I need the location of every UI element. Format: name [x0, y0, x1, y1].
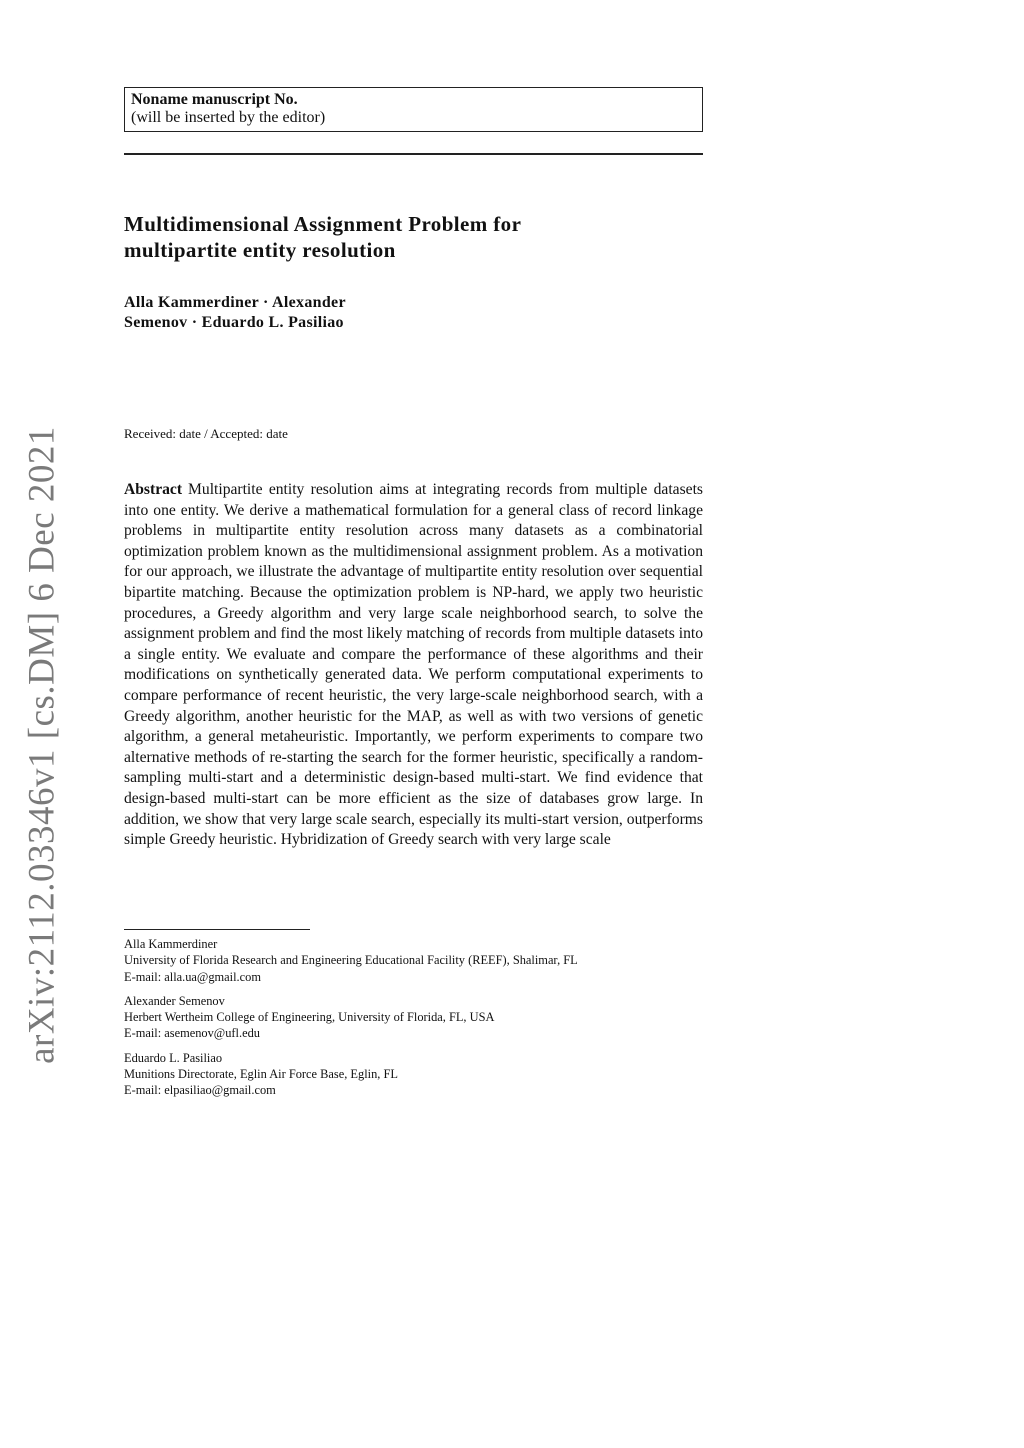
manuscript-editor-note: (will be inserted by the editor) [131, 109, 326, 126]
title-line-1: Multidimensional Assignment Problem for [124, 212, 522, 236]
affiliation-institution: University of Florida Research and Engineering Educational Facility (REEF), Shalimar, FL [124, 953, 578, 968]
affiliation-block [124, 1050, 724, 1099]
affiliation-author-name: Alla Kammerdiner [124, 937, 218, 951]
affiliation-institution: Munitions Directorate, Eglin Air Force Base, Eglin, FL [124, 1067, 398, 1082]
title-line-2: multipartite entity resolution [124, 238, 396, 262]
paper-title [124, 211, 703, 263]
received-accepted-dates: Received: date / Accepted: date [124, 426, 288, 441]
manuscript-number-box [124, 87, 703, 132]
author-list [124, 293, 703, 333]
affiliation-block [124, 936, 724, 985]
authors-line-1: Alla Kammerdiner · Alexander [124, 294, 346, 311]
manuscript-label: Noname manuscript No. [131, 91, 298, 108]
affiliation-email: E-mail: alla.ua@gmail.com [124, 969, 261, 984]
author-affiliations [124, 936, 724, 1107]
affiliation-email: E-mail: elpasiliao@gmail.com [124, 1083, 276, 1098]
footnote-rule [124, 929, 310, 930]
authors-line-2: Semenov · Eduardo L. Pasiliao [124, 314, 344, 331]
affiliation-author-name: Alexander Semenov [124, 993, 225, 1008]
abstract [124, 480, 703, 851]
affiliation-email: E-mail: asemenov@ufl.edu [124, 1026, 260, 1041]
abstract-label: Abstract [124, 481, 183, 498]
abstract-text: Multipartite entity resolution aims at integrating records from multiple datasets into one entity. We derive a mathematical formulation for a general class of record linkage problems in multipartite entity resolution across many datasets as a combinatorial optimization problem known as the multidimensional assignment problem. As a motivation for our approach, we illustrate the advantage of multipartite entity resolution over sequential bipartite matching. Because the optimization problem is NP-hard, we apply two heuristic procedures, a Greedy algorithm and very large scale neighborhood search, to solve the assignment problem and find the most likely matching of records from multiple datasets into a single entity. We evaluate and compare the performance of these algorithms and their modifications on synthetically generated data. We perform computational experiments to compare performance of recent heuristic, the very large-scale neighborhood search, with a Greedy algorithm, another heuristic for the MAP, as well as with two versions of genetic algorithm, a general metaheuristic. Importantly, we perform experiments to compare two alternative methods of re-starting the search for the former heuristic, specifically a random-sampling multi-start and a deterministic design-based multi-start. We find evidence that design-based multi-start can be more efficient as the size of databases grow large. In addition, we show that very large scale search, especially its multi-start version, outperforms simple Greedy heuristic. Hybridization of Greedy search with very large scale [124, 481, 703, 849]
header-rule [124, 153, 703, 155]
arxiv-identifier: arXiv:2112.03346v1 [cs.DM] 6 Dec 2021 [21, 426, 63, 1064]
affiliation-block [124, 993, 724, 1042]
affiliation-author-name: Eduardo L. Pasiliao [124, 1050, 223, 1065]
affiliation-institution: Herbert Wertheim College of Engineering, University of Florida, FL, USA [124, 1010, 495, 1025]
